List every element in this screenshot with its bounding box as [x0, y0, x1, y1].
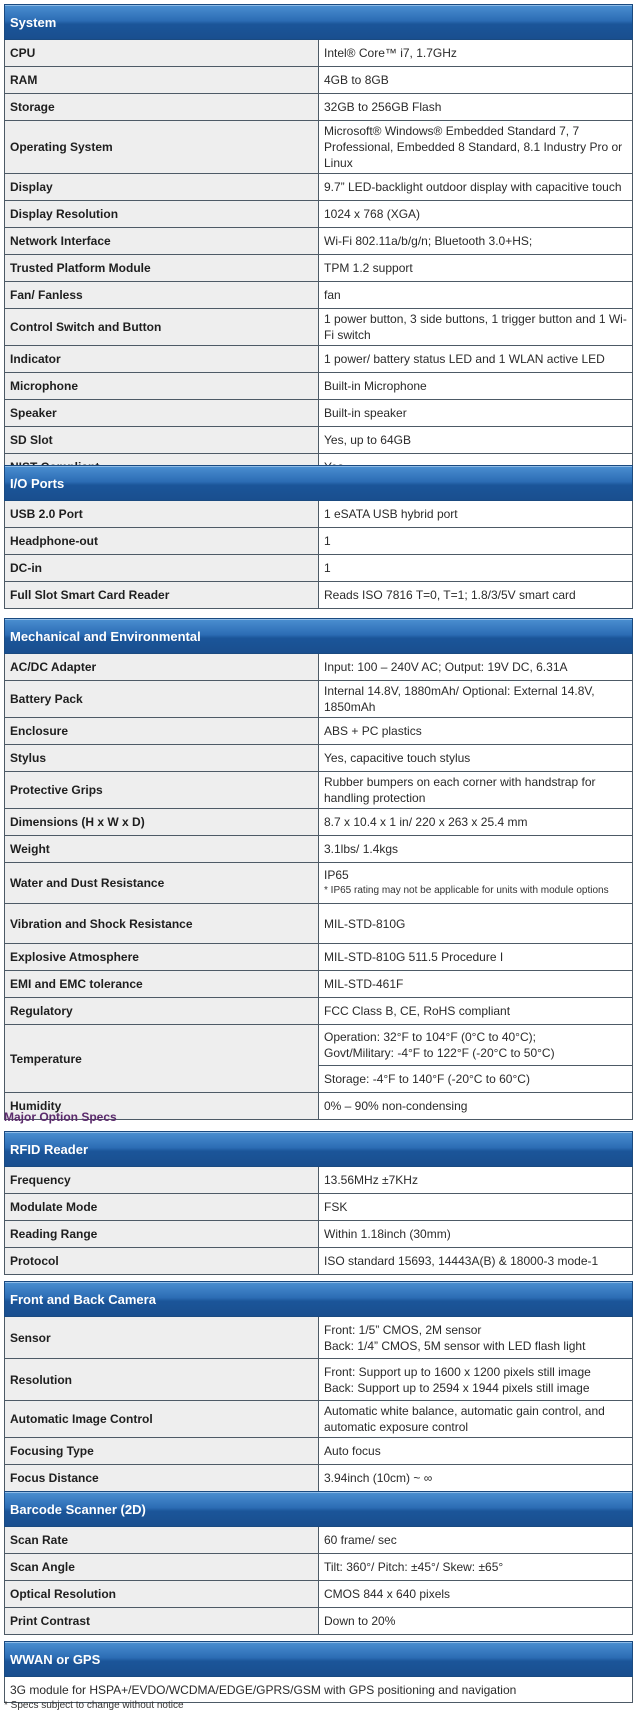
table-row [5, 681, 633, 718]
spec-label: RAM [5, 67, 319, 94]
spec-value: 1 [319, 528, 633, 555]
spec-label: Modulate Mode [5, 1194, 319, 1221]
spec-label: Enclosure [5, 718, 319, 745]
spec-value: Automatic white balance, automatic gain control, and automatic exposure control [319, 1401, 633, 1438]
sensor-back: Back: 1/4” CMOS, 5M sensor with LED flash light [324, 1338, 586, 1353]
spec-label: DC-in [5, 555, 319, 582]
spec-value: Yes, capacitive touch stylus [319, 745, 633, 772]
table-row [5, 427, 633, 454]
table-row [5, 228, 633, 255]
spec-label: Battery Pack [5, 681, 319, 718]
temp-operation: Operation: 32°F to 104°F (0°C to 40°C); [324, 1030, 536, 1044]
table-row [5, 528, 633, 555]
io-ports-table [4, 465, 633, 609]
spec-value: 60 frame/ sec [319, 1527, 633, 1554]
table-row [5, 1608, 633, 1635]
spec-value: 1 power button, 3 side buttons, 1 trigger button and 1 Wi-Fi switch [319, 309, 633, 346]
table-row [5, 1317, 633, 1359]
table-row [5, 971, 633, 998]
table-row [5, 1581, 633, 1608]
spec-value: MIL-STD-461F [319, 971, 633, 998]
spec-label: Reading Range [5, 1221, 319, 1248]
table-row [5, 67, 633, 94]
sensor-front: Front: 1/5” CMOS, 2M sensor [324, 1322, 482, 1337]
section-header: System [5, 5, 633, 40]
spec-value: Tilt: 360°/ Pitch: ±45°/ Skew: ±65° [319, 1554, 633, 1581]
spec-label: Full Slot Smart Card Reader [5, 582, 319, 609]
resolution-back: Back: Support up to 2594 x 1944 pixels still image [324, 1380, 590, 1395]
spec-value: Within 1.18inch (30mm) [319, 1221, 633, 1248]
spec-value: 1024 x 768 (XGA) [319, 201, 633, 228]
spec-label: Optical Resolution [5, 1581, 319, 1608]
spec-value: ISO standard 15693, 14443A(B) & 18000-3 mode-1 [319, 1248, 633, 1275]
table-row [5, 94, 633, 121]
table-row [5, 40, 633, 67]
spec-label: USB 2.0 Port [5, 501, 319, 528]
table-row [5, 1221, 633, 1248]
spec-value: Yes, up to 64GB [319, 427, 633, 454]
spec-label: Temperature [5, 1025, 319, 1093]
water-note: * IP65 rating may not be applicable for units with module options [324, 885, 609, 896]
table-row [5, 400, 633, 427]
wwan-table [4, 1641, 633, 1703]
spec-value: Microsoft® Windows® Embedded Standard 7, 7 Professional, Embedded 8 Standard, 8.1 Industry Pro or Linux [319, 121, 633, 174]
table-row [5, 1554, 633, 1581]
spec-label: Scan Angle [5, 1554, 319, 1581]
spec-value: Auto focus [319, 1438, 633, 1465]
table-row [5, 863, 633, 904]
spec-label: Vibration and Shock Resistance [5, 904, 319, 944]
spec-label: Frequency [5, 1167, 319, 1194]
spec-value: 3.94inch (10cm) ~ ∞ [319, 1465, 633, 1492]
table-row [5, 1527, 633, 1554]
spec-label: Dimensions (H x W x D) [5, 809, 319, 836]
table-row [5, 1677, 633, 1703]
spec-value: 8.7 x 10.4 x 1 in/ 220 x 263 x 25.4 mm [319, 809, 633, 836]
spec-label: CPU [5, 40, 319, 67]
spec-value: Storage: -4°F to 140°F (-20°C to 60°C) [319, 1066, 633, 1093]
table-row [5, 1248, 633, 1275]
spec-label: Control Switch and Button [5, 309, 319, 346]
section-header: I/O Ports [5, 466, 633, 501]
spec-label: Operating System [5, 121, 319, 174]
resolution-front: Front: Support up to 1600 x 1200 pixels still image [324, 1364, 591, 1379]
table-row [5, 501, 633, 528]
spec-value: ABS + PC plastics [319, 718, 633, 745]
spec-value: Rubber bumpers on each corner with handstrap for handling protection [319, 772, 633, 809]
spec-value [319, 1317, 633, 1359]
spec-value: Internal 14.8V, 1880mAh/ Optional: External 14.8V, 1850mAh [319, 681, 633, 718]
spec-label: Network Interface [5, 228, 319, 255]
spec-label: Stylus [5, 745, 319, 772]
table-row [5, 998, 633, 1025]
spec-label: Protective Grips [5, 772, 319, 809]
spec-value: Intel® Core™ i7, 1.7GHz [319, 40, 633, 67]
spec-value: 3G module for HSPA+/EVDO/WCDMA/EDGE/GPRS/GSM with GPS positioning and navigation [5, 1677, 633, 1703]
table-row [5, 255, 633, 282]
spec-value: Input: 100 – 240V AC; Output: 19V DC, 6.31A [319, 654, 633, 681]
rfid-table [4, 1131, 633, 1275]
spec-value: 32GB to 256GB Flash [319, 94, 633, 121]
spec-value: Reads ISO 7816 T=0, T=1; 1.8/3/5V smart card [319, 582, 633, 609]
spec-label: Print Contrast [5, 1608, 319, 1635]
spec-value: Built-in Microphone [319, 373, 633, 400]
table-row [5, 174, 633, 201]
spec-label: EMI and EMC tolerance [5, 971, 319, 998]
spec-value: Built-in speaker [319, 400, 633, 427]
section-header: WWAN or GPS [5, 1642, 633, 1677]
system-table [4, 4, 633, 481]
spec-value: 9.7” LED-backlight outdoor display with capacitive touch [319, 174, 633, 201]
spec-label: Sensor [5, 1317, 319, 1359]
spec-label: SD Slot [5, 427, 319, 454]
spec-value: CMOS 844 x 640 pixels [319, 1581, 633, 1608]
table-row [5, 904, 633, 944]
spec-label: Explosive Atmosphere [5, 944, 319, 971]
table-row [5, 309, 633, 346]
section-header: Mechanical and Environmental [5, 619, 633, 654]
spec-value [319, 1359, 633, 1401]
spec-label: Resolution [5, 1359, 319, 1401]
spec-value: FCC Class B, CE, RoHS compliant [319, 998, 633, 1025]
table-row [5, 555, 633, 582]
table-row [5, 582, 633, 609]
section-header: RFID Reader [5, 1132, 633, 1167]
table-row [5, 772, 633, 809]
table-row [5, 718, 633, 745]
table-row [5, 1401, 633, 1438]
spec-value [319, 1025, 633, 1066]
spec-value: 1 [319, 555, 633, 582]
spec-value: fan [319, 282, 633, 309]
spec-value [319, 863, 633, 904]
table-row [5, 745, 633, 772]
spec-label: Regulatory [5, 998, 319, 1025]
table-row [5, 1167, 633, 1194]
table-row [5, 373, 633, 400]
table-row [5, 1025, 633, 1066]
spec-label: Protocol [5, 1248, 319, 1275]
spec-label: Focusing Type [5, 1438, 319, 1465]
spec-value: MIL-STD-810G [319, 904, 633, 944]
table-row [5, 121, 633, 174]
spec-value: 1 eSATA USB hybrid port [319, 501, 633, 528]
spec-label: Focus Distance [5, 1465, 319, 1492]
table-row [5, 654, 633, 681]
spec-label: Storage [5, 94, 319, 121]
spec-label: Indicator [5, 346, 319, 373]
spec-value: MIL-STD-810G 511.5 Procedure I [319, 944, 633, 971]
table-row [5, 944, 633, 971]
spec-value: 1 power/ battery status LED and 1 WLAN active LED [319, 346, 633, 373]
spec-value: Down to 20% [319, 1608, 633, 1635]
barcode-table [4, 1491, 633, 1635]
spec-value: 4GB to 8GB [319, 67, 633, 94]
spec-value: FSK [319, 1194, 633, 1221]
spec-value: 13.56MHz ±7KHz [319, 1167, 633, 1194]
spec-label: AC/DC Adapter [5, 654, 319, 681]
spec-label: Display [5, 174, 319, 201]
spec-label: Fan/ Fanless [5, 282, 319, 309]
spec-label: Trusted Platform Module [5, 255, 319, 282]
table-row [5, 282, 633, 309]
spec-label: Speaker [5, 400, 319, 427]
table-row [5, 836, 633, 863]
table-row [5, 346, 633, 373]
spec-label: Water and Dust Resistance [5, 863, 319, 904]
table-row [5, 1194, 633, 1221]
spec-label: Scan Rate [5, 1527, 319, 1554]
spec-label: Display Resolution [5, 201, 319, 228]
table-row [5, 1359, 633, 1401]
table-row [5, 201, 633, 228]
table-row [5, 1438, 633, 1465]
spec-label: Microphone [5, 373, 319, 400]
spec-value: Wi-Fi 802.11a/b/g/n; Bluetooth 3.0+HS; [319, 228, 633, 255]
footnote: * Specs subject to change without notice [4, 1700, 184, 1711]
mechanical-table [4, 618, 633, 1120]
section-header: Front and Back Camera [5, 1282, 633, 1317]
table-row [5, 809, 633, 836]
spec-value: 0% – 90% non-condensing [319, 1093, 633, 1120]
water-rating: IP65 [324, 868, 349, 882]
spec-label: Automatic Image Control [5, 1401, 319, 1438]
camera-table [4, 1281, 633, 1492]
table-row [5, 1465, 633, 1492]
spec-value: 3.1lbs/ 1.4kgs [319, 836, 633, 863]
temp-military: Govt/Military: -4°F to 122°F (-20°C to 50°C) [324, 1046, 555, 1060]
spec-value: TPM 1.2 support [319, 255, 633, 282]
spec-label: Weight [5, 836, 319, 863]
spec-label: Headphone-out [5, 528, 319, 555]
section-header: Barcode Scanner (2D) [5, 1492, 633, 1527]
major-option-specs-heading: Major Option Specs [4, 1110, 117, 1124]
spec-label: Humidity [5, 1093, 319, 1120]
